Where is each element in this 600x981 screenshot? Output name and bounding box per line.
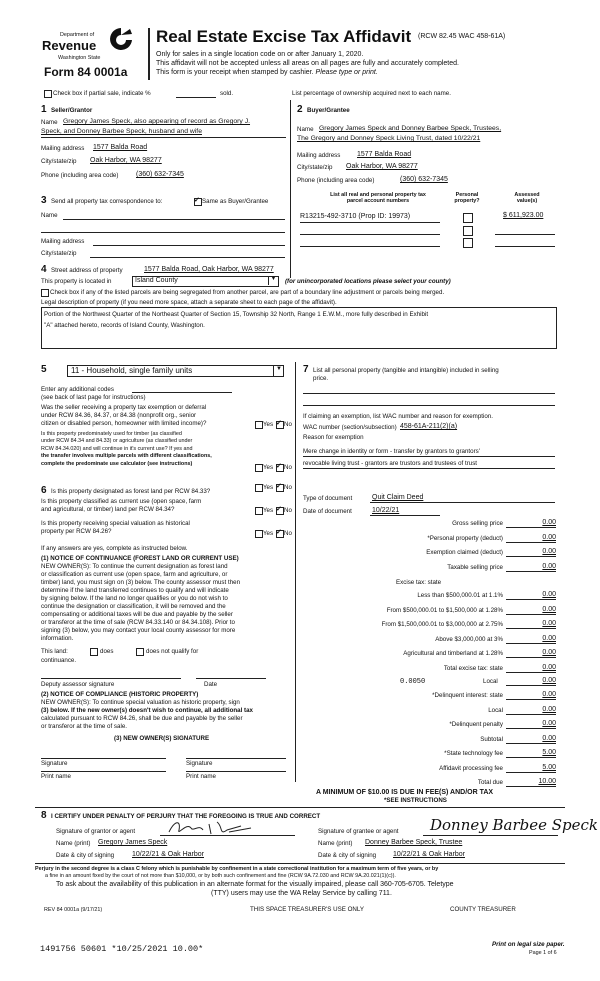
tax-row-label: *State technology fee bbox=[444, 750, 503, 757]
tax-row-value[interactable]: 5.00 bbox=[542, 763, 556, 771]
same-as-buyer-label: Same as Buyer/Grantee bbox=[202, 198, 269, 205]
alt-format-line2: (TTY) users may use the WA Relay Service by calling 711. bbox=[211, 890, 392, 897]
tax-row-value[interactable]: 10.00 bbox=[538, 778, 556, 785]
tax-row-label: Total excise tax: state bbox=[443, 664, 503, 672]
seller-mailing[interactable]: 1577 Balda Road bbox=[93, 144, 148, 151]
partial-sale-checkbox[interactable] bbox=[44, 90, 52, 98]
doc-type-rule bbox=[370, 502, 555, 503]
tax-row-value[interactable]: 0.00 bbox=[542, 620, 556, 627]
legal-description-label: Legal description of property (if you need more space, attach a separate sheet to each page of the affidavit). bbox=[41, 299, 337, 306]
personal-property-checkbox-2[interactable] bbox=[463, 226, 473, 236]
q4-no-label: No bbox=[284, 507, 292, 514]
street-address[interactable]: 1577 Balda Road, Oak Harbor, WA 98277 bbox=[144, 266, 274, 273]
form-title: Real Estate Excise Tax Affidavit bbox=[156, 27, 412, 46]
tax-row-label: Local bbox=[488, 706, 503, 714]
historic-question: Is this property receiving special valuation as historical property per RCW 84.26? bbox=[41, 520, 190, 535]
tax-row-value[interactable]: 0.00 bbox=[542, 705, 556, 713]
dept-line3: Washington State bbox=[58, 55, 101, 61]
seller-city[interactable]: Oak Harbor, WA 98277 bbox=[90, 157, 162, 164]
parcel-value-3[interactable] bbox=[495, 246, 555, 247]
local-rate: 0.0050 bbox=[400, 678, 426, 686]
page-number: Page 1 of 6 bbox=[529, 950, 557, 956]
tax-row-rule bbox=[506, 699, 556, 700]
personal-property-checkbox-3[interactable] bbox=[463, 238, 473, 248]
partial-sale-label: Check box if partial sale, indicate % bbox=[53, 90, 151, 97]
q3-yes-label: Yes bbox=[263, 484, 274, 491]
unincorporated-note: (for unincorporated locations please select your county) bbox=[285, 278, 451, 285]
section5-num: 5 bbox=[41, 364, 47, 375]
located-label: This property is located in bbox=[41, 278, 112, 285]
rev-number: REV 84 0001a (9/17/21) bbox=[44, 907, 103, 913]
chevron-down-icon: ▼ bbox=[273, 366, 284, 376]
reason-label: Reason for exemption bbox=[303, 434, 364, 441]
wac-number[interactable]: 458-61A-211(2)(a) bbox=[400, 423, 458, 430]
owner-signature-field-1[interactable] bbox=[41, 758, 166, 759]
section7-num: 7 bbox=[303, 364, 309, 375]
print-name-label-1: Print name bbox=[41, 773, 71, 780]
instruct-note: If any answers are yes, complete as instructed below. bbox=[41, 545, 188, 552]
grantee-sig-label: Signature of grantee or agent bbox=[318, 828, 399, 835]
partial-sale-pct-field[interactable] bbox=[176, 97, 216, 98]
tax-row-rule bbox=[506, 527, 556, 528]
q5-no-check-icon: ✓ bbox=[276, 529, 282, 536]
grantee-name[interactable]: Donney Barbee Speck, Trustee bbox=[365, 839, 463, 846]
grantor-sig-label: Signature of grantor or agent bbox=[56, 828, 136, 835]
buyer-name-label: Name bbox=[297, 126, 314, 133]
header-divider bbox=[148, 28, 150, 80]
tax-row-value[interactable]: 5.00 bbox=[542, 749, 556, 756]
grantor-date-city[interactable]: 10/22/21 & Oak Harbor bbox=[132, 851, 204, 858]
buyer-mailing[interactable]: 1577 Balda Road bbox=[357, 151, 412, 158]
parcel-col2-header: Personal property? bbox=[454, 192, 480, 204]
buyer-city[interactable]: Oak Harbor, WA 98277 bbox=[346, 163, 418, 170]
tax-row-label: *Delinquent interest: state bbox=[432, 692, 503, 699]
header-line1: Only for sales in a single location code on or after January 1, 2020. bbox=[156, 51, 364, 58]
buyer-heading: Buyer/Grantee bbox=[307, 107, 350, 114]
q5-yes-checkbox[interactable] bbox=[255, 530, 263, 538]
tax-row-label: Subtotal bbox=[480, 735, 503, 743]
tax-row-value[interactable]: 0.00 bbox=[542, 734, 556, 742]
q5-yes-label: Yes bbox=[263, 530, 274, 537]
section4-num: 4 bbox=[41, 264, 47, 275]
section3-mailing-field[interactable] bbox=[93, 245, 285, 246]
notice-continuance-text: NEW OWNER(S): To continue the current designation as forest land or classification as current use (open space, farm and agriculture, or timber) land, you must sign on (3) below. The county assessor must then determine if the land transferred continues to qualify and will indicate by signing below. If the land no longer qualifies or you do not wish to continue the designation or classification, it will be removed and the compensating or additional taxes will be due and payable by the seller or transferor at the time of sale (RCW 84.33.140 or 84.34.108). Prior to signing (3) below, you may contact your local county assessor for more information. bbox=[41, 563, 241, 642]
current-use-question: Is this property classified as current use (open space, farm and agricultural, or timber) land per RCW 84.34? bbox=[41, 498, 202, 513]
parcel-account-2[interactable] bbox=[300, 234, 440, 235]
additional-codes-note: (see back of last page for instructions) bbox=[41, 394, 146, 401]
tax-row-value[interactable]: 0.00 bbox=[542, 720, 556, 727]
tax-row-rule bbox=[506, 772, 556, 773]
seller-heading: Seller/Grantor bbox=[51, 107, 93, 114]
dor-logo-icon bbox=[108, 26, 134, 54]
section3-mailing-label: Mailing address bbox=[41, 238, 85, 245]
tax-row-label: Gross selling price bbox=[452, 520, 503, 527]
new-owner-sig-title: (3) NEW OWNER(S) SIGNATURE bbox=[114, 735, 210, 742]
doc-date-rule bbox=[370, 515, 440, 516]
county-select[interactable] bbox=[132, 276, 279, 287]
parcel-value-1[interactable]: $ 611,923.00 bbox=[503, 212, 544, 219]
grantor-signature-icon bbox=[165, 818, 255, 838]
pct-ownership-note: List percentage of ownership acquired next to each name. bbox=[292, 90, 451, 97]
personal-property-checkbox-1[interactable] bbox=[463, 213, 473, 223]
tax-row-value[interactable]: 0.00 bbox=[542, 691, 556, 698]
form-statute: (RCW 82.45 WAC 458-61A) bbox=[418, 33, 506, 40]
dept-line1: Department of bbox=[60, 32, 95, 38]
doc-type[interactable]: Quit Claim Deed bbox=[372, 494, 424, 501]
perjury-line2: a fine in an amount fixed by the court of not more than $10,000, or by both such confinement and fine (RCW 9A.72.030 and RCW 9A.20.021(1)(c)). bbox=[45, 873, 396, 879]
owner-print-field-2[interactable] bbox=[186, 771, 286, 772]
forest-question: Is this property designated as forest land per RCW 84.33? bbox=[51, 488, 211, 495]
tax-row-rule bbox=[506, 714, 556, 715]
reason-line1[interactable]: Mere change in identity or form - transfer by grantors to grantors' bbox=[303, 448, 480, 455]
tax-row-rule bbox=[506, 556, 556, 557]
doc-date-label: Date of document bbox=[303, 508, 352, 515]
tax-row-rule bbox=[506, 743, 556, 744]
q2-yes-checkbox[interactable] bbox=[255, 464, 263, 472]
section3-city-field[interactable] bbox=[90, 257, 285, 258]
legal-line1: Portion of the Northwest Quarter of the Northeast Quarter of Section 15, Township 32 North, Range 1 E.W.M., more fully described in Exhibit bbox=[44, 311, 429, 318]
section8-top-rule bbox=[35, 807, 565, 808]
section8-num: 8 bbox=[41, 810, 47, 821]
certify-statement: I CERTIFY UNDER PENALTY OF PERJURY THAT THE FOREGOING IS TRUE AND CORRECT bbox=[51, 813, 321, 820]
tax-row-value[interactable]: 0.00 bbox=[542, 591, 556, 598]
perjury-line1: Perjury in the second degree is a class C felony which is punishable by confinement in a state correctional institution for a maximum term of five years, or by bbox=[35, 866, 439, 872]
grantee-name-label: Name (print) bbox=[318, 840, 353, 847]
reason-rule-2 bbox=[303, 468, 555, 469]
tax-row-value[interactable]: 0.00 bbox=[542, 548, 556, 555]
section-divider bbox=[290, 100, 291, 278]
tax-row-rule bbox=[506, 728, 556, 729]
grantee-date-label: Date & city of signing bbox=[318, 852, 377, 859]
personal-property-field-2[interactable] bbox=[303, 405, 555, 406]
tax-row-label: From $1,500,000.01 to $3,000,000 at 2.75% bbox=[381, 621, 503, 628]
buyer-name-line1[interactable]: Gregory James Speck and Donney Barbee Speck, Trustees, bbox=[319, 125, 502, 132]
section3-num: 3 bbox=[41, 195, 47, 206]
parcel-value-2[interactable] bbox=[495, 234, 555, 235]
continuance-label: continuance. bbox=[41, 657, 77, 664]
seller-name-rule bbox=[41, 137, 286, 138]
seller-mailing-label: Mailing address bbox=[41, 145, 85, 152]
local-value[interactable]: 0.00 bbox=[542, 677, 556, 684]
exemption-question: Was the seller receiving a property tax exemption or deferral under RCW 84.36, 84.37, or 84.38 (nonprofit org., senior citizen or disabled person, homeowner with limited income)? bbox=[41, 404, 207, 427]
q3-yes-checkbox[interactable] bbox=[255, 484, 263, 492]
county-treasurer: COUNTY TREASURER bbox=[450, 906, 516, 913]
land-does-label: does bbox=[100, 648, 114, 655]
tax-row-value[interactable]: 0.00 bbox=[542, 605, 556, 613]
buyer-mailing-label: Mailing address bbox=[297, 152, 341, 159]
alt-format-line1: To ask about the availability of this publication in an alternate format for the visually impaired, please call 360-705-6705. Teletype bbox=[56, 881, 454, 888]
grantee-date-city[interactable]: 10/22/21 & Oak Harbor bbox=[393, 851, 465, 858]
deputy-signature-field[interactable] bbox=[41, 678, 181, 679]
doc-date[interactable]: 10/22/21 bbox=[372, 507, 400, 514]
tax-row-label: Total due bbox=[477, 779, 503, 786]
dept-line2: Revenue bbox=[42, 38, 97, 53]
q2-no-label: No bbox=[284, 464, 292, 471]
seller-city-label: City/state/zip bbox=[41, 158, 77, 165]
segregated-label: Check box if any of the listed parcels are being segregated from another parcel, are part of a boundary line adjustment or parcels being merged. bbox=[50, 289, 445, 296]
q2-no-check-icon: ✓ bbox=[276, 463, 282, 470]
signature-label-1: Signature bbox=[41, 760, 68, 767]
this-land-label: This land: bbox=[41, 648, 68, 655]
notice-compliance-text: NEW OWNER(S): To continue special valuation as historic property, sign (3) below. If the new owner(s) doesn't wish to continue, all additional tax calculated pursuant to RCW 84.26, shall be due and payable by the seller or transferor at the time of sale. bbox=[41, 699, 253, 730]
section3-text: Send all property tax correspondence to: bbox=[51, 198, 163, 205]
minimum-due-note: A MINIMUM OF $10.00 IS DUE IN FEE(S) AND/OR TAX bbox=[316, 789, 494, 796]
q5-no-label: No bbox=[284, 530, 292, 537]
q2-yes-label: Yes bbox=[263, 464, 274, 471]
recording-stamp: 1491756 50601 *10/25/2021 10.00* bbox=[40, 944, 204, 954]
header-line2: This affidavit will not be accepted unless all areas on all pages are fully and accurately completed. bbox=[156, 60, 459, 67]
q1-no-check-icon: ✓ bbox=[276, 420, 282, 427]
parcel-account-1[interactable]: R13215-492-3710 (Prop ID: 19973) bbox=[300, 213, 411, 220]
parcel-col1-header: List all real and personal property tax parcel account numbers bbox=[330, 192, 426, 204]
tax-row-label: From $500,000.01 to $1,500,000 at 1.28% bbox=[386, 606, 503, 614]
deputy-date-label: Date bbox=[204, 681, 218, 688]
tax-row-label: Taxable selling price bbox=[447, 563, 503, 571]
parcel-account-3[interactable] bbox=[300, 246, 440, 247]
notice-compliance-title: (2) NOTICE OF COMPLIANCE (HISTORIC PROPERTY) bbox=[41, 691, 199, 698]
seller-num: 1 bbox=[41, 104, 47, 115]
seller-name-line2[interactable]: Speck, and Donney Barbee Speck, husband and wife bbox=[41, 128, 202, 135]
q3-no-label: No bbox=[284, 484, 292, 491]
section3-name-label: Name bbox=[41, 212, 58, 219]
tax-row-value[interactable]: 0.00 bbox=[542, 634, 556, 642]
grantor-name-label: Name (print) bbox=[56, 840, 91, 847]
parcel-col3-header: Assessed value(s) bbox=[514, 192, 540, 204]
reason-rule-1 bbox=[303, 456, 555, 457]
section6-num: 6 bbox=[41, 485, 47, 496]
tax-row-rule bbox=[506, 628, 556, 629]
tax-row-label: Exemption claimed (deduct) bbox=[426, 549, 503, 556]
local-rule bbox=[506, 685, 556, 686]
tax-row-rule bbox=[506, 786, 556, 787]
land-does-checkbox[interactable] bbox=[90, 648, 98, 656]
legal-paper-note: Print on legal size paper. bbox=[492, 941, 565, 948]
tax-row-value[interactable]: 0.00 bbox=[542, 562, 556, 570]
seller-phone-label: Phone (including area code) bbox=[41, 172, 119, 179]
tax-row-rule bbox=[506, 757, 556, 758]
tax-row-label: Affidavit processing fee bbox=[439, 764, 503, 772]
grantor-name[interactable]: Gregory James Speck bbox=[98, 839, 168, 846]
tax-row-label: Less than $500,000.01 at 1.1% bbox=[417, 592, 503, 599]
county-value: Island County bbox=[135, 277, 178, 284]
section3-city-label: City/state/zip bbox=[41, 250, 77, 257]
land-use-select[interactable] bbox=[67, 365, 284, 377]
wac-label: WAC number (section/subsection) bbox=[303, 424, 397, 431]
excise-state-label: Excise tax: state bbox=[396, 579, 442, 586]
parcel-rule-1 bbox=[300, 222, 440, 223]
section3-name-field2[interactable] bbox=[41, 232, 285, 233]
footer-rule bbox=[35, 863, 565, 864]
tax-row-rule bbox=[506, 614, 556, 615]
local-label: Local bbox=[483, 678, 498, 685]
timber-question: Is this property predominately used for timber (as classified under RCW 84.34 and 84.33) or agriculture (as classified under RCW 84.34.020) and will continue in it's current use? If yes and the transfer involves multiple parcels with different classifications, complete the predominate use calculator (see instructions) bbox=[41, 431, 212, 467]
land-use-value: 11 - Household, single family units bbox=[71, 366, 193, 375]
lower-divider bbox=[295, 362, 296, 782]
q4-yes-checkbox[interactable] bbox=[255, 507, 263, 515]
buyer-phone-label: Phone (including area code) bbox=[297, 177, 375, 184]
land-does-not-checkbox[interactable] bbox=[136, 648, 144, 656]
tax-row-rule bbox=[506, 657, 556, 658]
header-line3: This form is your receipt when stamped by cashier. Please type or print. bbox=[156, 69, 378, 76]
tax-row-value[interactable]: 0.00 bbox=[542, 533, 556, 541]
tax-row-label: *Delinquent penalty bbox=[449, 721, 503, 728]
personal-property-field-1[interactable] bbox=[303, 393, 555, 394]
q1-yes-checkbox[interactable] bbox=[255, 421, 263, 429]
tax-row-rule bbox=[506, 571, 556, 572]
grantee-signature: Donney Barbee Speck bbox=[430, 816, 599, 834]
additional-codes-field[interactable] bbox=[132, 392, 232, 393]
treasurer-use-only: THIS SPACE TREASURER'S USE ONLY bbox=[250, 906, 364, 913]
seller-name-line1[interactable]: Gregory James Speck, also appearing of record as Gregory J. bbox=[63, 118, 251, 125]
seller-name-label: Name bbox=[41, 119, 58, 126]
owner-print-field-1[interactable] bbox=[41, 771, 166, 772]
notice-continuance-title: (1) NOTICE OF CONTINUANCE (FOREST LAND OR CURRENT USE) bbox=[41, 555, 239, 562]
tax-row-label: *Personal property (deduct) bbox=[427, 534, 503, 542]
tax-row-value[interactable]: 0.00 bbox=[542, 519, 556, 526]
section3-name-field[interactable] bbox=[63, 219, 285, 220]
deputy-date-field[interactable] bbox=[196, 678, 266, 679]
doc-type-label: Type of document bbox=[303, 495, 353, 502]
segregated-checkbox[interactable] bbox=[41, 289, 49, 297]
see-instructions: *SEE INSTRUCTIONS bbox=[384, 797, 447, 804]
owner-signature-field-2[interactable] bbox=[186, 758, 286, 759]
sold-label: sold. bbox=[220, 90, 234, 97]
additional-codes-label: Enter any additional codes bbox=[41, 386, 114, 393]
q3-no-check-icon: ✓ bbox=[276, 483, 282, 490]
seller-phone[interactable]: (360) 632-7345 bbox=[136, 171, 184, 178]
personal-property-list-label: List all personal property (tangible and intangible) included in selling price. bbox=[313, 367, 499, 382]
q1-yes-label: Yes bbox=[263, 421, 274, 428]
form-number: Form 84 0001a bbox=[44, 65, 128, 79]
q4-yes-label: Yes bbox=[263, 507, 274, 514]
q4-no-check-icon: ✓ bbox=[276, 506, 282, 513]
land-does-not-label: does not qualify for bbox=[146, 648, 199, 655]
print-name-label-2: Print name bbox=[186, 773, 216, 780]
tax-row-rule bbox=[506, 672, 556, 673]
grantee-signature-field[interactable] bbox=[423, 835, 558, 836]
reason-line2[interactable]: revocable living trust - grantors are trustors and trustees of trust bbox=[303, 460, 478, 467]
buyer-city-label: City/state/zip bbox=[297, 164, 333, 171]
tax-row-rule bbox=[506, 643, 556, 644]
tax-row-value[interactable]: 0.00 bbox=[542, 649, 556, 656]
deputy-sig-label: Deputy assessor signature bbox=[41, 681, 115, 688]
same-as-buyer-check-icon: ✓ bbox=[194, 197, 200, 204]
tax-row-label: Agricultural and timberland at 1.28% bbox=[403, 650, 503, 657]
tax-row-rule bbox=[506, 542, 556, 543]
signature-label-2: Signature bbox=[186, 760, 213, 767]
buyer-name-line2[interactable]: The Gregory and Donney Speck Living Trust, dated 10/22/21 bbox=[297, 135, 481, 142]
legal-line2: "A" attached hereto, records of Island County, Washington. bbox=[44, 322, 205, 329]
street-label: Street address of property bbox=[51, 267, 123, 274]
buyer-phone[interactable]: (360) 632-7345 bbox=[400, 176, 448, 183]
q1-no-label: No bbox=[284, 421, 292, 428]
buyer-num: 2 bbox=[297, 104, 303, 115]
grantor-date-label: Date & city of signing bbox=[56, 852, 115, 859]
chevron-down-icon: ▼ bbox=[268, 276, 278, 285]
exemption-instruction: If claiming an exemption, list WAC number and reason for exemption. bbox=[303, 413, 493, 420]
tax-row-label: Above $3,000,000 at 3% bbox=[435, 635, 503, 643]
tax-row-rule bbox=[506, 599, 556, 600]
legal-description-field[interactable] bbox=[41, 307, 557, 349]
tax-row-value[interactable]: 0.00 bbox=[542, 663, 556, 671]
